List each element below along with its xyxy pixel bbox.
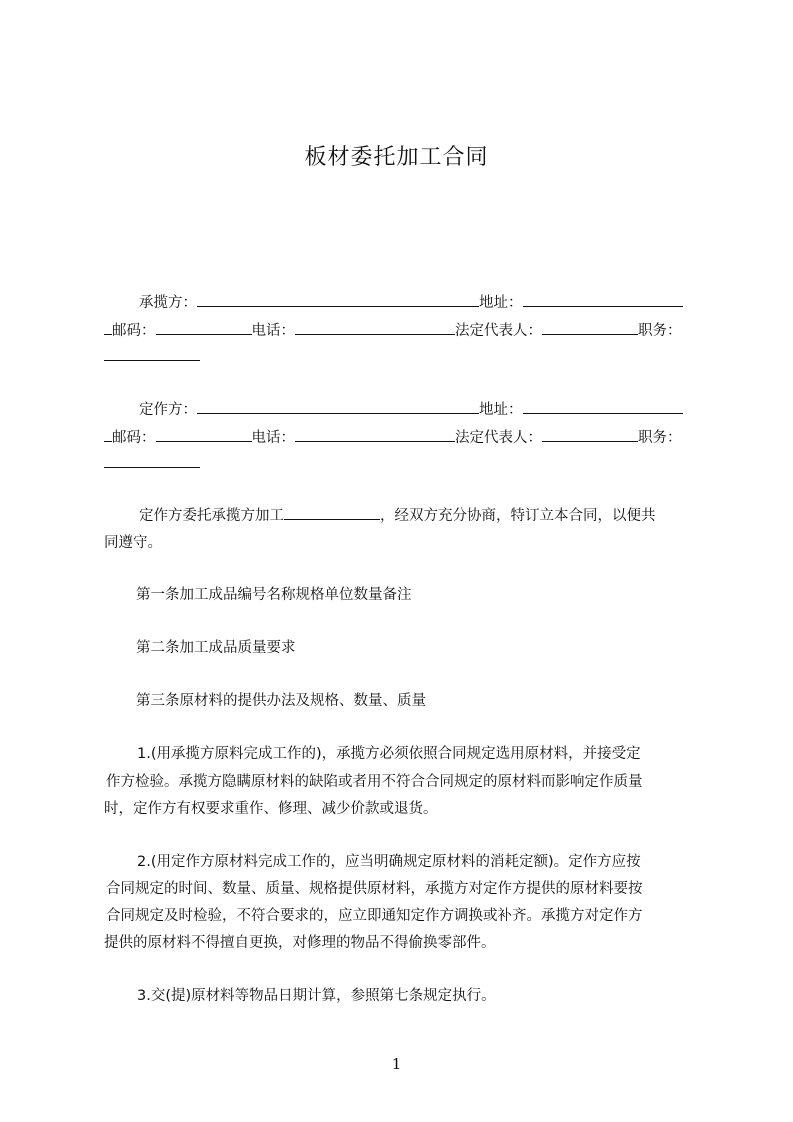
clause-2-line-3: 合同规定及时检验，不符合要求的，应立即通知定作方调换或补齐。承揽方对定作方 (106, 908, 643, 924)
page-number: 1 (391, 1055, 402, 1073)
client-address-blank[interactable] (523, 399, 683, 414)
client-postcode-label: 邮码： (112, 430, 156, 446)
contractor-position-blank[interactable] (104, 346, 200, 361)
contractor-phone-blank[interactable] (295, 320, 455, 335)
client-address-label: 地址： (479, 402, 523, 418)
client-position-label: 职务： (638, 430, 682, 446)
client-line-2 (104, 427, 682, 448)
client-address-blank-cont[interactable] (104, 427, 112, 442)
client-name-blank[interactable] (197, 399, 479, 414)
client-legal-rep-label: 法定代表人： (455, 430, 542, 446)
contractor-line-2 (104, 320, 682, 341)
client-label: 定作方： (139, 402, 197, 418)
contractor-address-label: 地址： (479, 295, 523, 311)
contractor-address-blank[interactable] (523, 292, 683, 307)
clause-1-line-3: 时，定作方有权要求重作、修理、减少价款或退货。 (104, 801, 438, 817)
document-title: 板材委托加工合同 (304, 145, 489, 170)
contractor-label: 承揽方： (139, 295, 197, 311)
contractor-line-3 (104, 346, 200, 367)
intro-part-2: ，经双方充分协商，特订立本合同，以便共 (380, 508, 656, 524)
clause-1-line-2: 作方检验。承揽方隐瞒原材料的缺陷或者用不符合合同规定的原材料而影响定作质量 (106, 774, 643, 790)
contractor-position-label: 职务： (638, 323, 682, 339)
processing-item-blank[interactable] (284, 505, 380, 520)
contractor-phone-label: 电话： (251, 323, 295, 339)
article-2: 第二条加工成品质量要求 (136, 640, 296, 656)
intro-line-2: 同遵守。 (104, 535, 162, 551)
clause-1-line-1: 1.(用承揽方原料完成工作的)，承揽方必须依照合同规定选用原材料，并接受定 (137, 746, 641, 762)
contractor-postcode-blank[interactable] (156, 320, 252, 335)
article-3: 第三条原材料的提供办法及规格、数量、质量 (136, 693, 426, 709)
contractor-postcode-label: 邮码： (112, 323, 156, 339)
contractor-line-1 (139, 292, 683, 313)
article-1: 第一条加工成品编号名称规格单位数量备注 (136, 587, 412, 603)
client-phone-label: 电话： (251, 430, 295, 446)
contractor-address-blank-cont[interactable] (104, 320, 112, 335)
clause-3-line-1: 3.交(提)原材料等物品日期计算，参照第七条规定执行。 (137, 988, 496, 1004)
client-legal-rep-blank[interactable] (542, 427, 638, 442)
clause-2-line-2: 合同规定的时间、数量、质量、规格提供原材料，承揽方对定作方提供的原材料要按 (106, 881, 643, 897)
contractor-name-blank[interactable] (197, 292, 479, 307)
clause-2-line-4: 提供的原材料不得擅自更换，对修理的物品不得偷换零部件。 (104, 935, 496, 951)
contractor-legal-rep-blank[interactable] (542, 320, 638, 335)
intro-line-1 (139, 505, 656, 526)
intro-part-1: 定作方委托承揽方加工 (139, 508, 284, 524)
clause-2-line-1: 2.(用定作方原材料完成工作的，应当明确规定原材料的消耗定额)。定作方应按 (137, 854, 641, 870)
client-line-1 (139, 399, 683, 420)
client-line-3 (104, 453, 200, 474)
client-phone-blank[interactable] (295, 427, 455, 442)
client-position-blank[interactable] (104, 453, 200, 468)
contractor-legal-rep-label: 法定代表人： (455, 323, 542, 339)
client-postcode-blank[interactable] (156, 427, 252, 442)
